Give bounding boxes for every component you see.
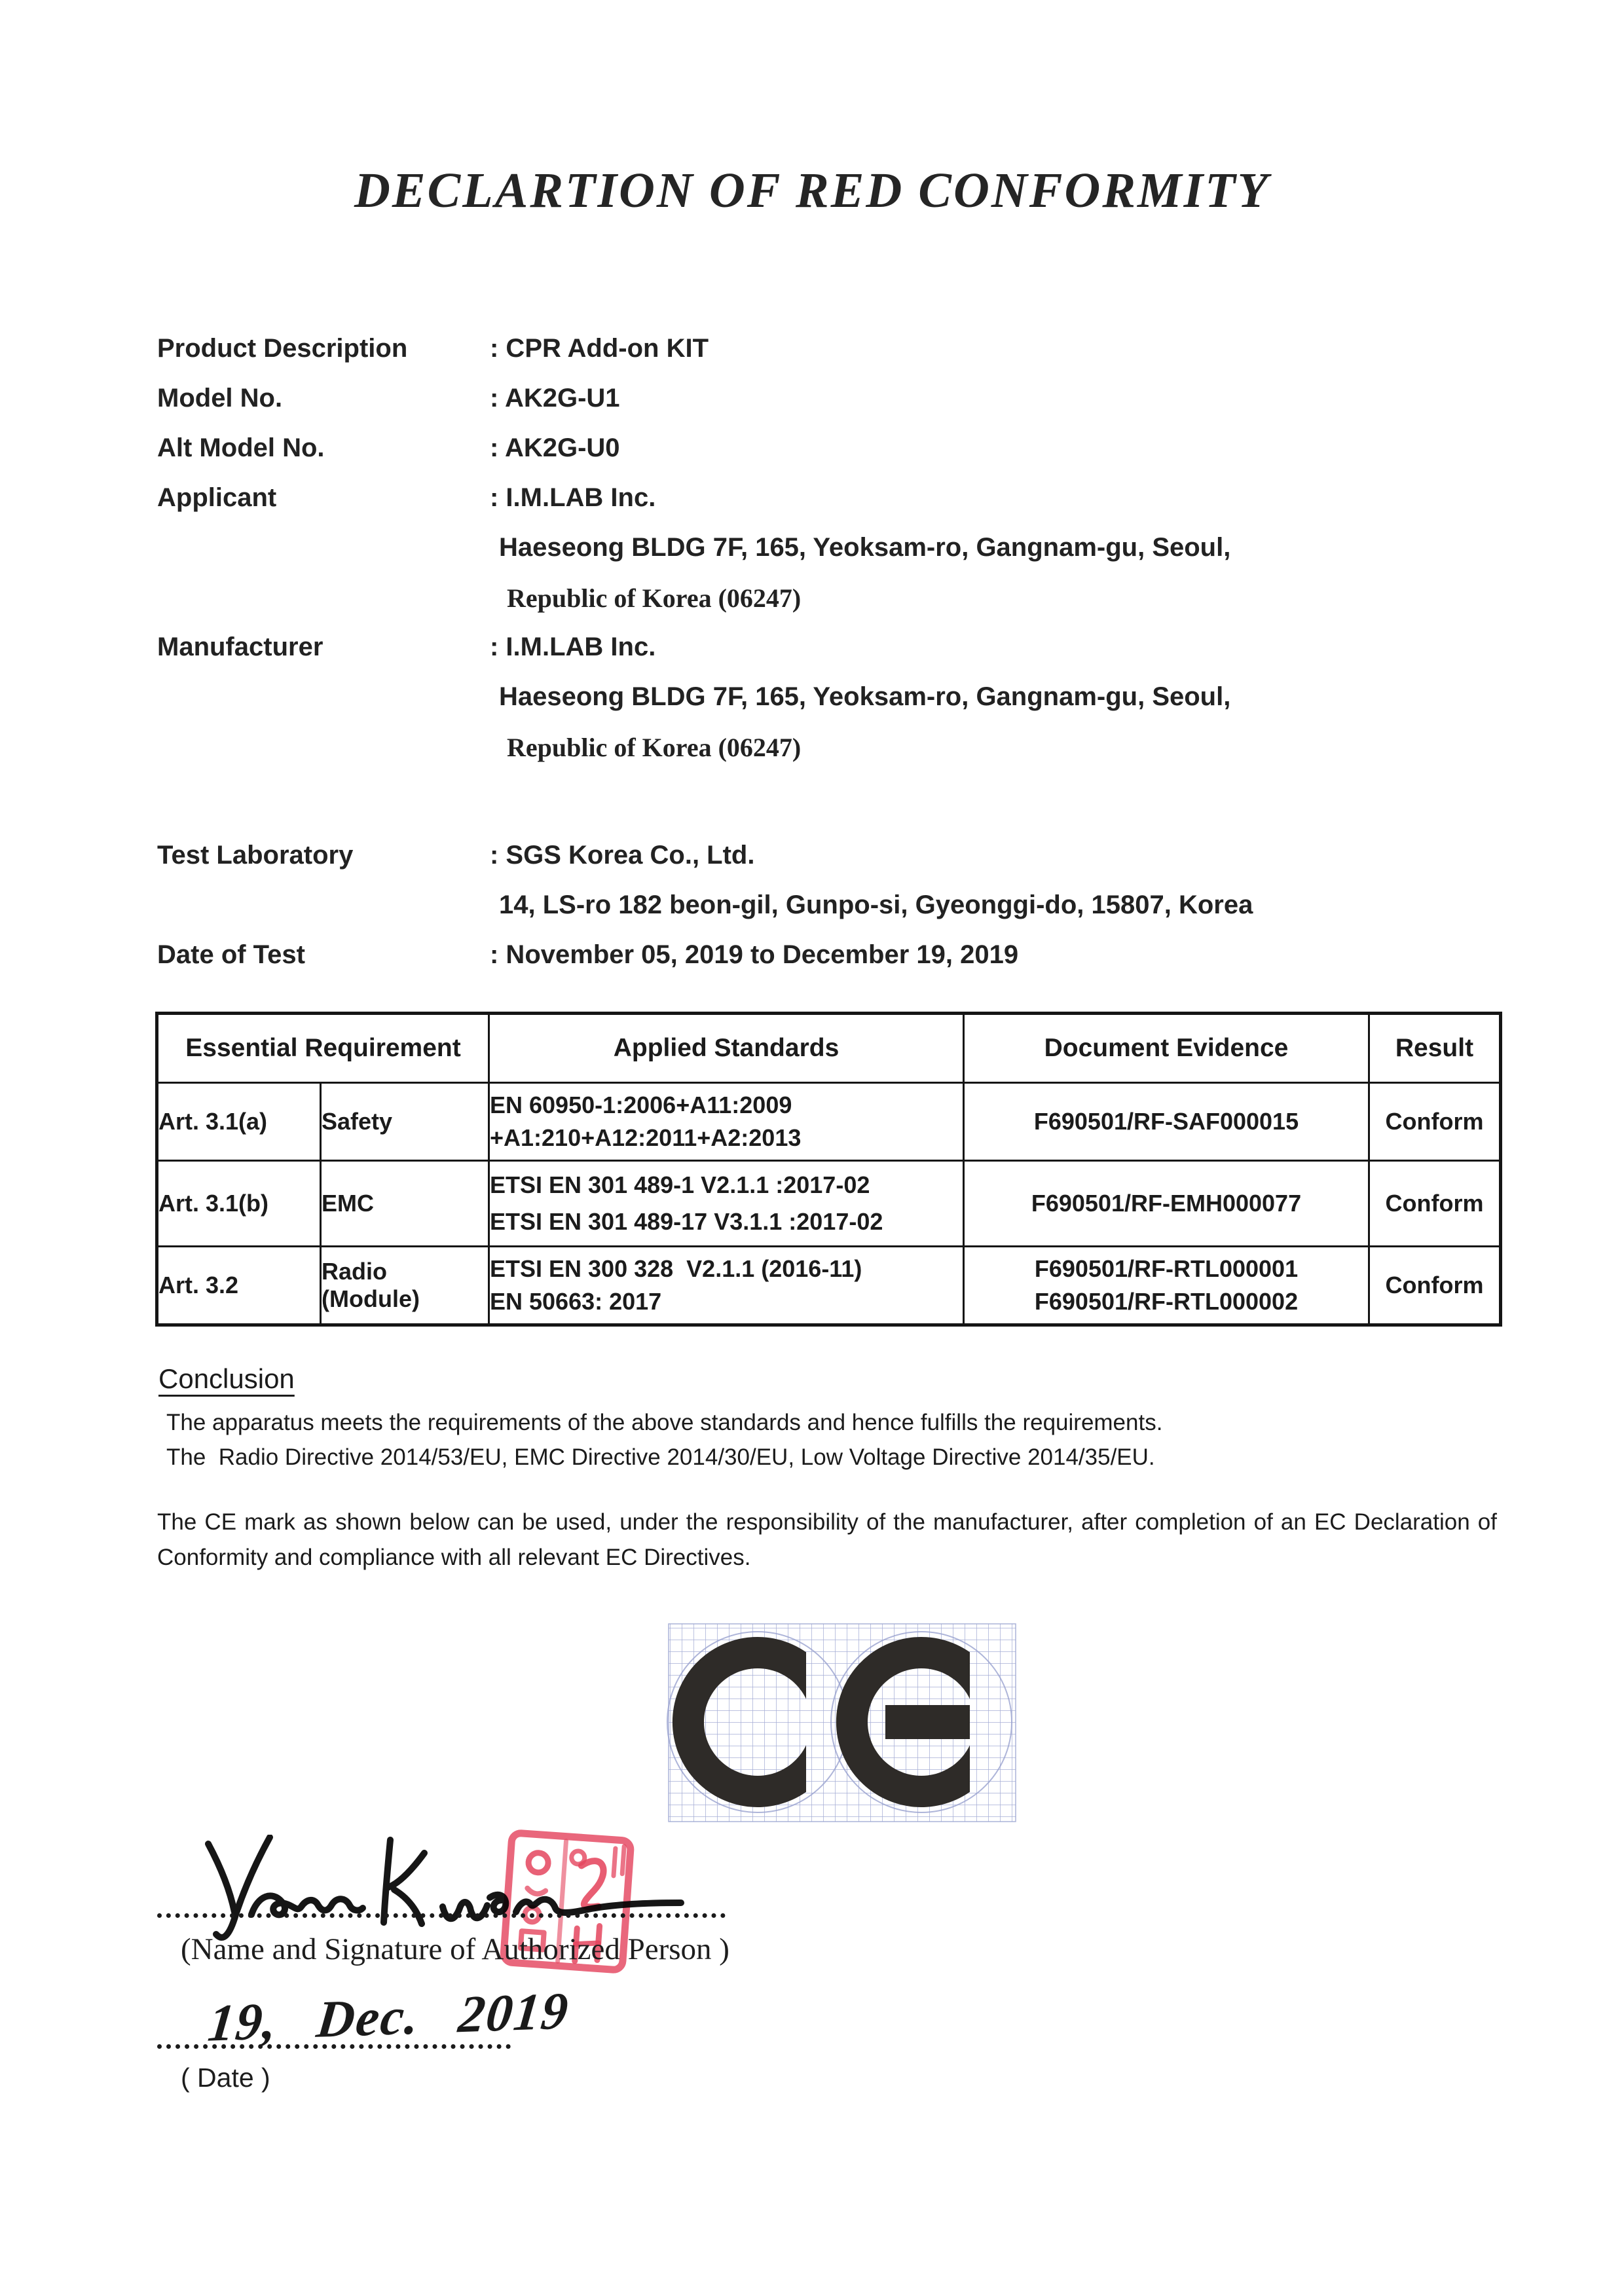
- applicant-address-line2: [157, 583, 1506, 633]
- field-label: Alt Model No.: [157, 433, 325, 462]
- ce-usage-paragraph: The CE mark as shown below can be used, under the responsibility of the manufacturer, after completion of an EC Declaration of Conformity and compliance with all relevant EC Directives.: [157, 1509, 1497, 1570]
- ce-mark-figure: [658, 1616, 1025, 1832]
- cell-category: Radio (Module): [321, 1247, 489, 1325]
- cell-article: Art. 3.1(a): [157, 1083, 321, 1161]
- header-result: Result: [1369, 1014, 1501, 1083]
- field-row-applicant: [157, 483, 1506, 533]
- conclusion-line2: The Radio Directive 2014/53/EU, EMC Directive 2014/30/EU, Low Voltage Directive 2014/35/EU.: [166, 1444, 1155, 1470]
- signature-caption: (Name and Signature of Authorized Person ): [181, 1932, 729, 1966]
- cell-article: Art. 3.1(b): [157, 1161, 321, 1247]
- ce-mark-icon: [658, 1616, 1025, 1832]
- requirements-table: [155, 1012, 1502, 1327]
- field-value: : November 05, 2019 to December 19, 2019: [490, 940, 1019, 969]
- field-row-date-of-test: [157, 940, 1506, 990]
- cell-standards: [489, 1161, 964, 1247]
- cell-article: Art. 3.2: [157, 1247, 321, 1325]
- field-value: : I.M.LAB Inc.: [490, 483, 656, 512]
- standard-line: ETSI EN 301 489-1 V2.1.1 :2017-02: [490, 1171, 870, 1198]
- conclusion-line1: The apparatus meets the requirements of the above standards and hence fulfills the requirements.: [166, 1410, 1163, 1435]
- cell-result: Conform: [1369, 1247, 1501, 1325]
- cell-standards: [489, 1083, 964, 1161]
- standard-line: ETSI EN 301 489-17 V3.1.1 :2017-02: [490, 1208, 883, 1235]
- table-header-row: [157, 1014, 1501, 1083]
- evidence-line: F690501/RF-EMH000077: [1031, 1190, 1302, 1217]
- field-value: : SGS Korea Co., Ltd.: [490, 841, 755, 870]
- date-dotted-line: [157, 2044, 511, 2049]
- signature-dotted-line: [157, 1913, 726, 1918]
- address-text: Haeseong BLDG 7F, 165, Yeoksam-ro, Gangnam-gu, Seoul,: [499, 533, 1231, 562]
- document-title: DECLARTION OF RED CONFORMITY: [354, 163, 1270, 218]
- handwritten-date: 19, Dec. 2019: [205, 1982, 572, 2053]
- address-text: Republic of Korea (06247): [507, 733, 802, 762]
- field-value: : CPR Add-on KIT: [490, 334, 709, 363]
- field-row-test-laboratory: [157, 841, 1506, 890]
- field-label: Manufacturer: [157, 633, 323, 661]
- standard-line: +A1:210+A12:2011+A2:2013: [490, 1124, 802, 1151]
- table-row: [157, 1083, 1501, 1161]
- header-essential-requirement: Essential Requirement: [157, 1014, 489, 1083]
- cell-category: EMC: [321, 1161, 489, 1247]
- field-row-alt-model: [157, 433, 1506, 483]
- table-row: [157, 1161, 1501, 1247]
- ce-letter-e-bar: [885, 1705, 970, 1739]
- header-applied-standards: Applied Standards: [489, 1014, 964, 1083]
- standard-line: EN 50663: 2017: [490, 1288, 662, 1315]
- address-text: Republic of Korea (06247): [507, 583, 802, 613]
- address-text: Haeseong BLDG 7F, 165, Yeoksam-ro, Gangnam-gu, Seoul,: [499, 682, 1231, 711]
- standard-line: ETSI EN 300 328 V2.1.1 (2016-11): [490, 1255, 862, 1282]
- cell-evidence: [964, 1161, 1369, 1247]
- cell-evidence: [964, 1083, 1369, 1161]
- evidence-line: F690501/RF-SAF000015: [1033, 1108, 1299, 1135]
- field-label: Date of Test: [157, 940, 305, 969]
- field-label: Product Description: [157, 334, 408, 363]
- cell-evidence: [964, 1247, 1369, 1325]
- header-document-evidence: Document Evidence: [964, 1014, 1369, 1083]
- field-row-manufacturer: [157, 633, 1506, 682]
- evidence-line: F690501/RF-RTL000001: [1034, 1255, 1299, 1282]
- laboratory-address-line: [157, 890, 1506, 940]
- applicant-address-line1: [157, 533, 1506, 583]
- field-value: : AK2G-U1: [490, 384, 620, 413]
- date-caption: ( Date ): [181, 2063, 270, 2093]
- manufacturer-address-line2: [157, 732, 1506, 782]
- fields-block: [157, 334, 1506, 990]
- field-value: : AK2G-U0: [490, 433, 620, 462]
- address-text: 14, LS-ro 182 beon-gil, Gunpo-si, Gyeonggi-do, 15807, Korea: [499, 890, 1253, 919]
- field-label: Applicant: [157, 483, 277, 512]
- evidence-line: F690501/RF-RTL000002: [1034, 1288, 1299, 1315]
- cell-standards: [489, 1247, 964, 1325]
- conclusion-heading: Conclusion: [158, 1363, 295, 1394]
- field-label: Test Laboratory: [157, 841, 354, 870]
- table-row: [157, 1247, 1501, 1325]
- field-value: : I.M.LAB Inc.: [490, 633, 656, 661]
- field-row-product: [157, 334, 1506, 384]
- field-row-model: [157, 384, 1506, 433]
- standard-line: EN 60950-1:2006+A11:2009: [490, 1092, 792, 1118]
- field-label: Model No.: [157, 384, 283, 413]
- cell-result: Conform: [1369, 1161, 1501, 1247]
- cell-category: Safety: [321, 1083, 489, 1161]
- cell-result: Conform: [1369, 1083, 1501, 1161]
- manufacturer-address-line1: [157, 682, 1506, 732]
